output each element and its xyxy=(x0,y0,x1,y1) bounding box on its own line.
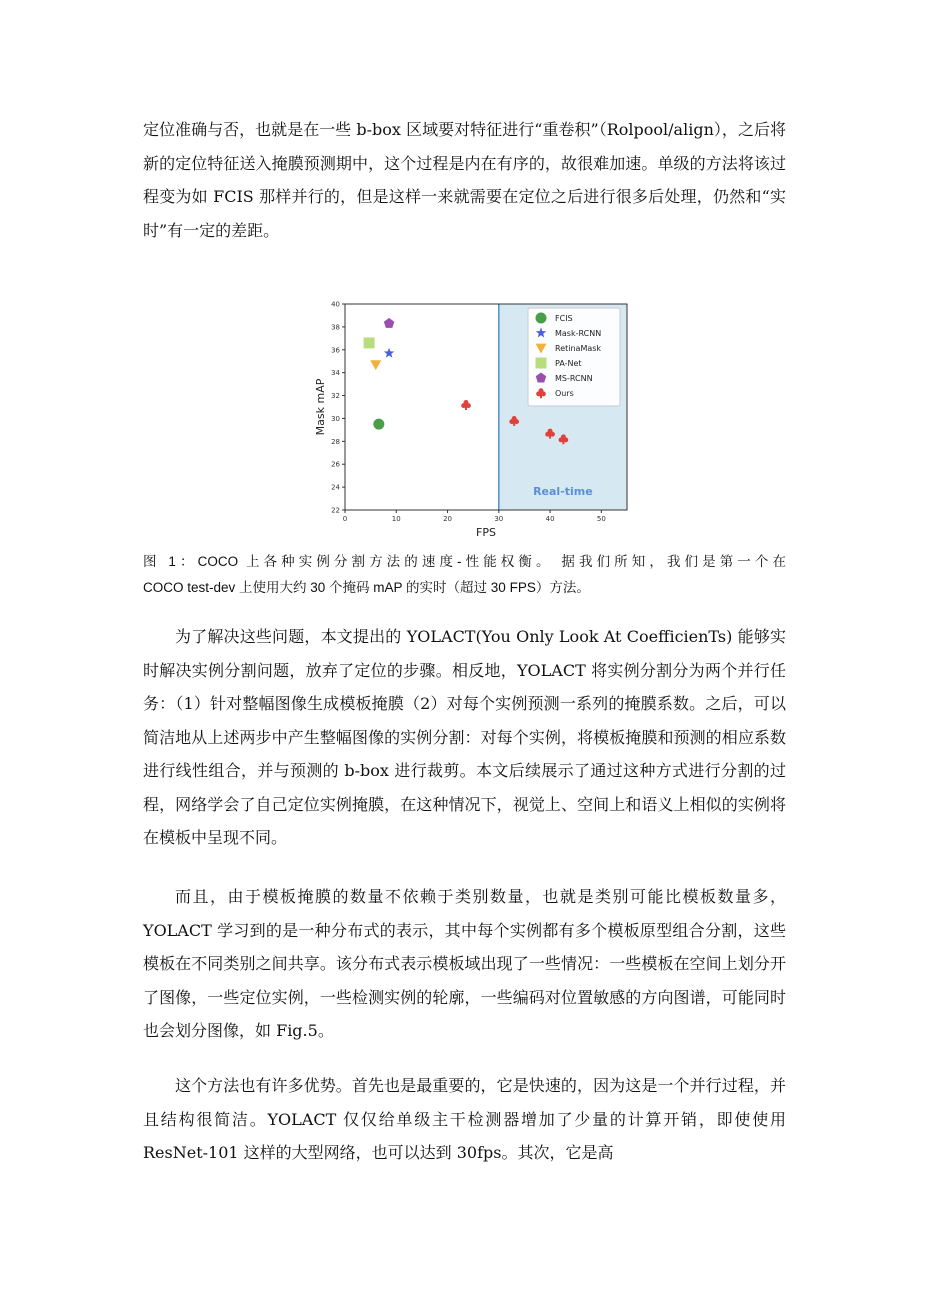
point-ms-rcnn xyxy=(384,318,394,328)
y-tick-label: 34 xyxy=(331,369,340,378)
legend-marker-pa-net xyxy=(536,358,547,369)
point-mask-rcnn xyxy=(384,348,394,358)
paragraph-yolact-intro: 为了解决这些问题，本文提出的 YOLACT(You Only Look At CoefficienTs) 能够实时解决实例分割问题，放弃了定位的步骤。相反地，YOLACT 将实例分割分为两个并行任务：（1）针对整幅图像生成模板掩膜（2）对每个实例预测一系列的掩膜系数。之后，可以简洁地从上述两步中产生整幅图像的实例分割：对每个实例，将模板掩膜和预测的相应系数进行线性组合，并与预测的 b-box 进行裁剪。本文后续展示了通过这种方式进行分割的过程，网络学会了自己定位实例掩膜，在这种情况下，视觉上、空间上和语义上相似的实例将在模板中呈现不同。 xyxy=(143,627,786,847)
y-tick-label: 30 xyxy=(331,414,340,423)
x-axis-label: FPS xyxy=(476,526,496,539)
point-retinamask xyxy=(370,360,381,370)
legend-label-retinamask: RetinaMask xyxy=(555,344,602,353)
y-tick-label: 22 xyxy=(331,506,340,515)
point-ours-stem xyxy=(549,433,551,438)
point-ours-stem xyxy=(562,439,564,444)
caption-line-2: COCO test-dev 上使用大约 30 个掩码 mAP 的实时（超过 30 FPS）方法。 xyxy=(143,580,590,595)
x-tick-label: 10 xyxy=(391,515,401,523)
x-tick-label: 40 xyxy=(545,515,555,523)
realtime-label: Real-time xyxy=(533,485,593,498)
y-axis-label: Mask mAP xyxy=(314,378,327,436)
x-tick-label: 20 xyxy=(443,515,453,523)
legend-label-ms-rcnn: MS-RCNN xyxy=(555,374,593,383)
chart-legend xyxy=(528,308,620,406)
speed-accuracy-chart xyxy=(310,296,640,540)
legend-label-fcis: FCIS xyxy=(555,314,573,323)
point-ours-stem xyxy=(513,421,515,426)
legend-marker-fcis xyxy=(536,313,547,324)
y-tick-label: 38 xyxy=(331,323,340,332)
y-tick-label: 40 xyxy=(331,300,340,309)
y-tick-label: 36 xyxy=(331,346,340,355)
x-tick-label: 30 xyxy=(494,515,504,523)
point-ours xyxy=(461,400,471,410)
legend-marker-ours-stem xyxy=(540,393,542,398)
y-tick-label: 24 xyxy=(331,483,340,492)
paragraph-advantages: 这个方法也有许多优势。首先也是最重要的，它是快速的，因为这是一个并行过程，并且结构很简洁。YOLACT 仅仅给单级主干检测器增加了少量的计算开销，即使使用 ResNet-101 这样的大型网络，也可以达到 30fps。其次，它是高 xyxy=(143,1076,786,1162)
point-fcis xyxy=(373,419,384,430)
paragraph-intro: 定位准确与否，也就是在一些 b-box 区域要对特征进行“重卷积”（Rolpool/align），之后将新的定位特征送入掩膜预测期中，这个过程是内在有序的，故很难加速。单级的方法将该过程变为如 FCIS 那样并行的，但是这样一来就需要在定位之后进行很多后处理，仍然和“实时”有一定的差距。 xyxy=(143,120,786,240)
legend-label-ours: Ours xyxy=(555,389,574,398)
caption-line-1: 图 1：COCO 上各种实例分割方法的速度-性能权衡。 据我们所知，我们是第一个在 xyxy=(143,554,786,569)
point-pa-net xyxy=(364,337,375,348)
point-ours-stem xyxy=(465,405,467,410)
figure-caption xyxy=(143,549,786,601)
legend-label-pa-net: PA-Net xyxy=(555,359,582,368)
figure-speed-accuracy xyxy=(310,296,640,540)
y-tick-label: 26 xyxy=(331,460,340,469)
legend-label-mask-rcnn: Mask-RCNN xyxy=(555,329,602,338)
paragraph-prototype-masks: 而且，由于模板掩膜的数量不依赖于类别数量，也就是类别可能比模板数量多，YOLACT 学习到的是一种分布式的表示，其中每个实例都有多个模板原型组合分割，这些模板在不同类别之间共享。该分布式表示模板域出现了一些情况：一些模板在空间上划分开了图像，一些定位实例，一些检测实例的轮廓，一些编码对位置敏感的方向图谱，可能同时也会划分图像，如 Fig.5。 xyxy=(143,887,786,1040)
x-tick-label: 50 xyxy=(596,515,606,523)
y-tick-label: 32 xyxy=(331,392,340,401)
y-tick-label: 28 xyxy=(331,437,340,446)
x-tick-label: 0 xyxy=(342,515,348,523)
